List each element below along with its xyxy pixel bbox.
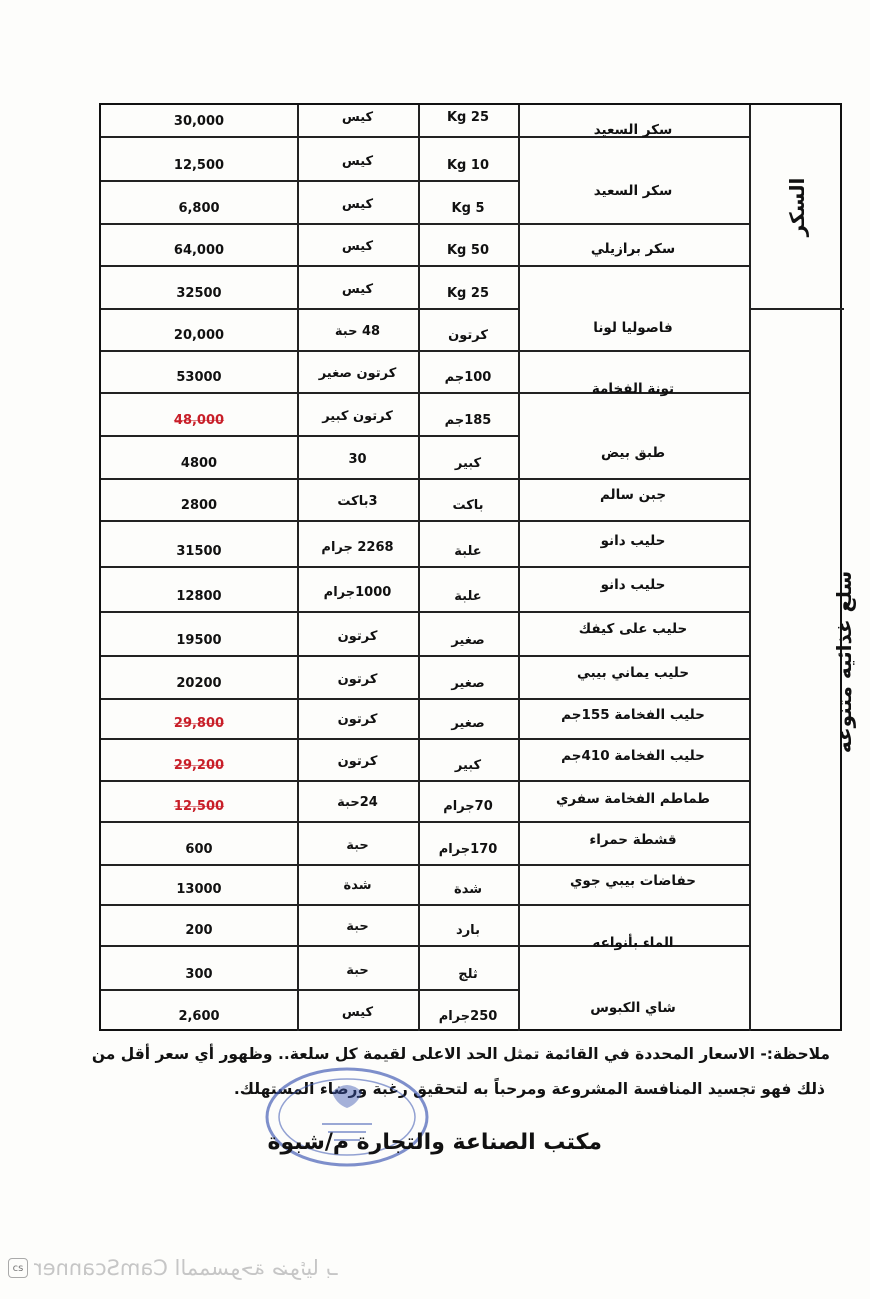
- size-cell: 70جرام: [443, 799, 493, 814]
- row-divider: [101, 698, 749, 700]
- size-cell: 50 Kg: [446, 243, 489, 258]
- row-divider: [101, 520, 749, 522]
- price-cell: 13000: [176, 882, 222, 897]
- unit-cell: 2268 جرام: [321, 540, 394, 555]
- size-cell: 170جرام: [438, 842, 498, 857]
- row-divider: [101, 738, 749, 740]
- size-cell: 25 Kg: [446, 286, 489, 301]
- unit-cell: 24حبة: [337, 795, 378, 810]
- size-cell: بارد: [456, 923, 480, 938]
- product-name-cell: حليب الفخامة 410جم: [561, 748, 705, 764]
- category-separator: [749, 308, 844, 310]
- size-cell: شدة: [454, 882, 482, 897]
- size-cell: علبة: [454, 544, 482, 559]
- size-cell: علبة: [454, 589, 482, 604]
- product-name-cell: سكر برازيلي: [590, 241, 676, 257]
- row-divider: [101, 435, 518, 437]
- price-cell: 2,600: [178, 1009, 220, 1024]
- product-name-cell: طبق بيض: [600, 445, 666, 461]
- product-name-cell: تونة الفخامة: [591, 381, 675, 397]
- unit-cell: كيس: [341, 239, 374, 254]
- price-cell: 31500: [176, 544, 222, 559]
- product-name-cell: حليب على كيفك: [578, 621, 688, 637]
- unit-cell: كيس: [341, 1005, 374, 1020]
- unit-cell: كيس: [341, 282, 374, 297]
- unit-cell: كرتون صغير: [318, 366, 397, 381]
- product-name-cell: طماطم الفخامة سفري: [555, 791, 711, 807]
- size-cell: 250جرام: [438, 1009, 498, 1024]
- unit-cell: 48 حبة: [334, 324, 381, 339]
- official-stamp: [262, 1062, 432, 1172]
- size-cell: 10 Kg: [446, 158, 489, 173]
- unit-cell: كيس: [341, 110, 374, 125]
- price-cell: 300: [185, 967, 213, 982]
- category-sugar: السكر: [785, 177, 809, 237]
- row-divider: [101, 989, 518, 991]
- size-cell: باكت: [452, 498, 484, 513]
- unit-cell: كرتون: [337, 629, 378, 644]
- product-name-cell: شاي الكبوس: [590, 1000, 676, 1016]
- unit-cell: 3باكت: [337, 494, 378, 509]
- product-name-cell: حفاضات بيبي جوي: [570, 873, 696, 889]
- product-name-cell: الماء بأنواعه: [592, 935, 674, 951]
- unit-cell: 30: [348, 452, 367, 467]
- row-divider: [101, 821, 749, 823]
- camscanner-logo-icon: cs: [8, 1258, 28, 1278]
- price-cell: 200: [185, 923, 213, 938]
- camscanner-watermark: الممسوحة ضوئيا بـ CamScanner: [34, 1256, 338, 1280]
- row-divider: [101, 350, 749, 352]
- row-divider: [101, 566, 749, 568]
- price-cell: 48,000: [173, 413, 225, 428]
- unit-cell: كرتون: [337, 754, 378, 769]
- unit-cell: حبة: [346, 919, 369, 934]
- price-cell: 64,000: [173, 243, 225, 258]
- size-cell: 25 Kg: [446, 110, 489, 125]
- row-divider: [101, 655, 749, 657]
- category-divider: [749, 105, 751, 1031]
- size-cell: كبير: [454, 456, 482, 471]
- size-cell: صغير: [451, 676, 485, 691]
- unit-cell: حبة: [346, 963, 369, 978]
- price-cell: 12,500: [173, 799, 225, 814]
- product-name-cell: قشطة حمراء: [589, 832, 677, 848]
- price-cell: 12,500: [173, 158, 225, 173]
- price-cell: 30,000: [173, 114, 225, 129]
- product-name-cell: سكر السعيد: [593, 183, 673, 199]
- category-food: سلع غذائية متنوعة: [832, 570, 856, 754]
- note-line-1: ملاحظة:- الاسعار المحددة في القائمة تمثل الحد الاعلى لقيمة كل سلعة.. وظهور أي سعر أقل من: [91, 1045, 830, 1063]
- unit-cell: كيس: [341, 197, 374, 212]
- note-line-2: ذلك فهو تجسيد المنافسة المشروعة ومرحباً به لتحقيق رغبة ورضاء المستهلك.: [233, 1080, 825, 1098]
- scanner-footer: [8, 1256, 338, 1280]
- row-divider: [101, 308, 518, 310]
- row-divider: [101, 265, 749, 267]
- price-cell: 20,000: [173, 328, 225, 343]
- row-divider: [101, 904, 749, 906]
- unit-cell: كرتون: [337, 712, 378, 727]
- row-divider: [101, 180, 518, 182]
- price-cell: 2800: [180, 498, 218, 513]
- size-cell: 100جم: [444, 370, 492, 385]
- size-cell: كرتون: [448, 328, 488, 343]
- unit-cell: شدة: [343, 878, 372, 893]
- unit-cell: كرتون كبير: [322, 409, 393, 424]
- size-cell: صغير: [451, 716, 485, 731]
- price-cell: 29,800: [173, 716, 225, 731]
- price-cell: 32500: [176, 286, 222, 301]
- size-cell: كبير: [454, 758, 482, 773]
- product-name-cell: سكر السعيد: [593, 122, 673, 138]
- unit-cell: 1000جرام: [323, 585, 392, 600]
- price-cell: 12800: [176, 589, 222, 604]
- row-divider: [101, 223, 749, 225]
- size-cell: صغير: [451, 633, 485, 648]
- unit-cell: حبة: [346, 838, 369, 853]
- office-signoff: مكتب الصناعة والتجارة م/شبوة: [267, 1130, 602, 1155]
- unit-cell: كيس: [341, 154, 374, 169]
- product-name-cell: جبن سالم: [599, 487, 667, 503]
- size-cell: ثلج: [458, 967, 478, 982]
- row-divider: [101, 478, 749, 480]
- price-cell: 20200: [176, 676, 222, 691]
- unit-cell: كرتون: [337, 672, 378, 687]
- price-cell: 4800: [180, 456, 218, 471]
- product-name-cell: حليب دانو: [600, 533, 666, 549]
- price-cell: 53000: [176, 370, 222, 385]
- size-cell: 5 Kg: [451, 201, 485, 216]
- product-name-cell: فاصوليا لونا: [593, 320, 673, 336]
- row-divider: [101, 864, 749, 866]
- row-divider: [101, 780, 749, 782]
- row-divider: [101, 611, 749, 613]
- price-cell: 19500: [176, 633, 222, 648]
- size-cell: 185جم: [444, 413, 492, 428]
- price-cell: 600: [185, 842, 213, 857]
- product-name-cell: حليب الفخامة 155جم: [561, 707, 705, 723]
- price-table: [99, 103, 856, 1031]
- price-cell: 6,800: [178, 201, 220, 216]
- product-name-cell: حليب دانو: [600, 577, 666, 593]
- product-name-cell: حليب يماني بيبي: [576, 665, 690, 681]
- price-cell: 29,200: [173, 758, 225, 773]
